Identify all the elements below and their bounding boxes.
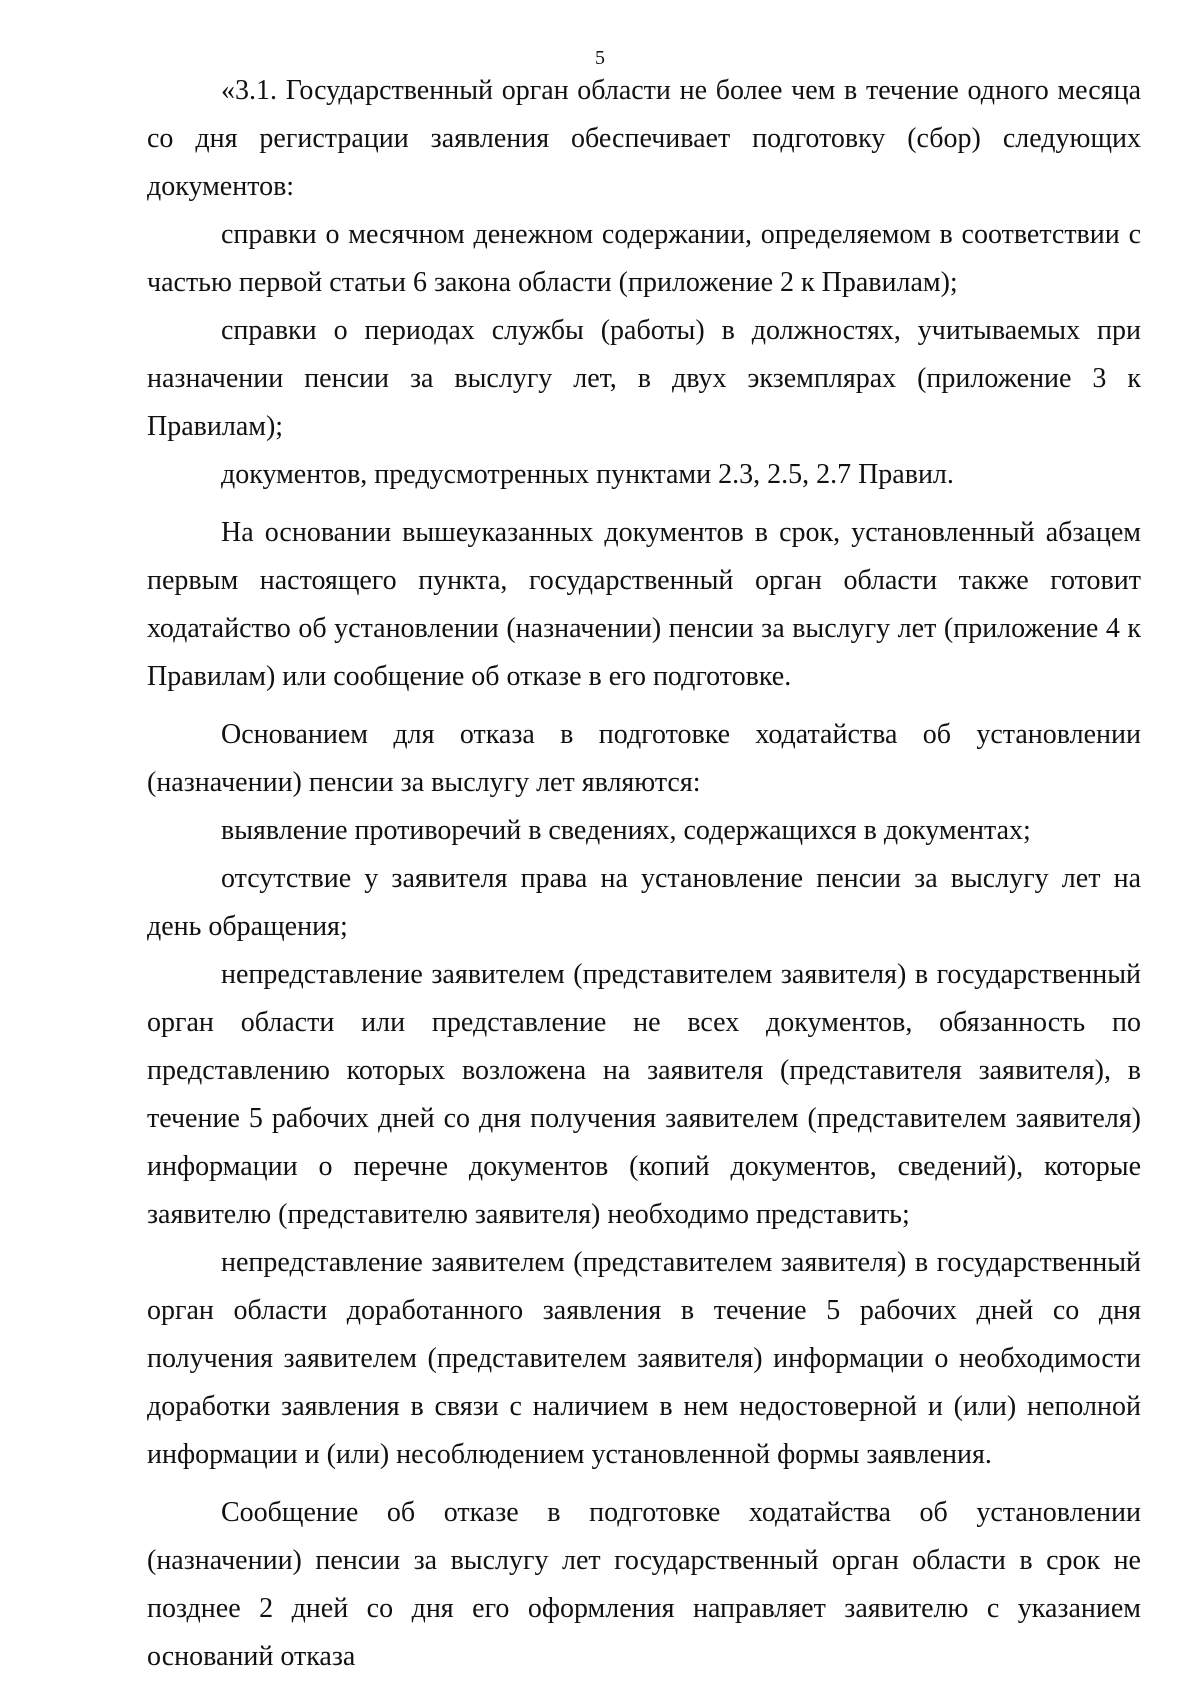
paragraph-rules-documents: документов, предусмотренных пунктами 2.3, 2.5, 2.7 Правил. bbox=[221, 459, 954, 490]
paragraph-service-periods-certificate: справки о периодах службы (работы) в должностях, учитываемых при назначении пенсии за выслугу лет, в двух экземплярах (приложение 3 к Правилам); bbox=[147, 315, 1141, 442]
paragraph-petition-preparation: На основании вышеуказанных документов в срок, установленный абзацем первым настоящего пункта, государственный орган области также готовит ходатайство об установлении (назначении) пенсии за выслугу лет (приложение 4 к Правилам) или сообщение об отказе в его подготовке. bbox=[147, 517, 1141, 692]
list-item-application-not-revised: непредставление заявителем (представителем заявителя) в государственный орган области доработанного заявления в течение 5 рабочих дней со дня получения заявителем (представителем заявителя) информации о необходимости доработки заявления в связи с наличием в нем недостоверной и (или) неполной информации и (или) несоблюдением установленной формы заявления. bbox=[147, 1247, 1141, 1470]
paragraph-refusal-grounds: Основанием для отказа в подготовке ходатайства об установлении (назначении) пенсии за выслугу лет являются: bbox=[147, 719, 1141, 798]
list-item-documents-not-submitted: непредставление заявителем (представителем заявителя) в государственный орган области или представление не всех документов, обязанность по представлению которых возложена на заявителя (представителя заявителя), в течение 5 рабочих дней со дня получения заявителем (представителем заявителя) информации о перечне документов (копий документов, сведений), которые заявителю (представителю заявителя) необходимо представить; bbox=[147, 959, 1141, 1230]
list-item-no-right: отсутствие у заявителя права на установление пенсии за выслугу лет на день обращения; bbox=[147, 863, 1141, 942]
page-number: 5 bbox=[595, 47, 605, 69]
paragraph-salary-certificate: справки о месячном денежном содержании, определяемом в соответствии с частью первой статьи 6 закона области (приложение 2 к Правилам); bbox=[147, 219, 1141, 298]
paragraph-3-1: «3.1. Государственный орган области не более чем в течение одного месяца со дня регистрации заявления обеспечивает подготовку (сбор) следующих документов: bbox=[147, 75, 1141, 202]
paragraph-refusal-notice: Сообщение об отказе в подготовке ходатайства об установлении (назначении) пенсии за выслугу лет государственный орган области в срок не позднее 2 дней со дня его оформления направляет заявителю с указанием оснований отказа bbox=[147, 1497, 1141, 1672]
list-item-contradictions: выявление противоречий в сведениях, содержащихся в документах; bbox=[221, 815, 1031, 846]
document-body bbox=[147, 67, 1141, 1681]
